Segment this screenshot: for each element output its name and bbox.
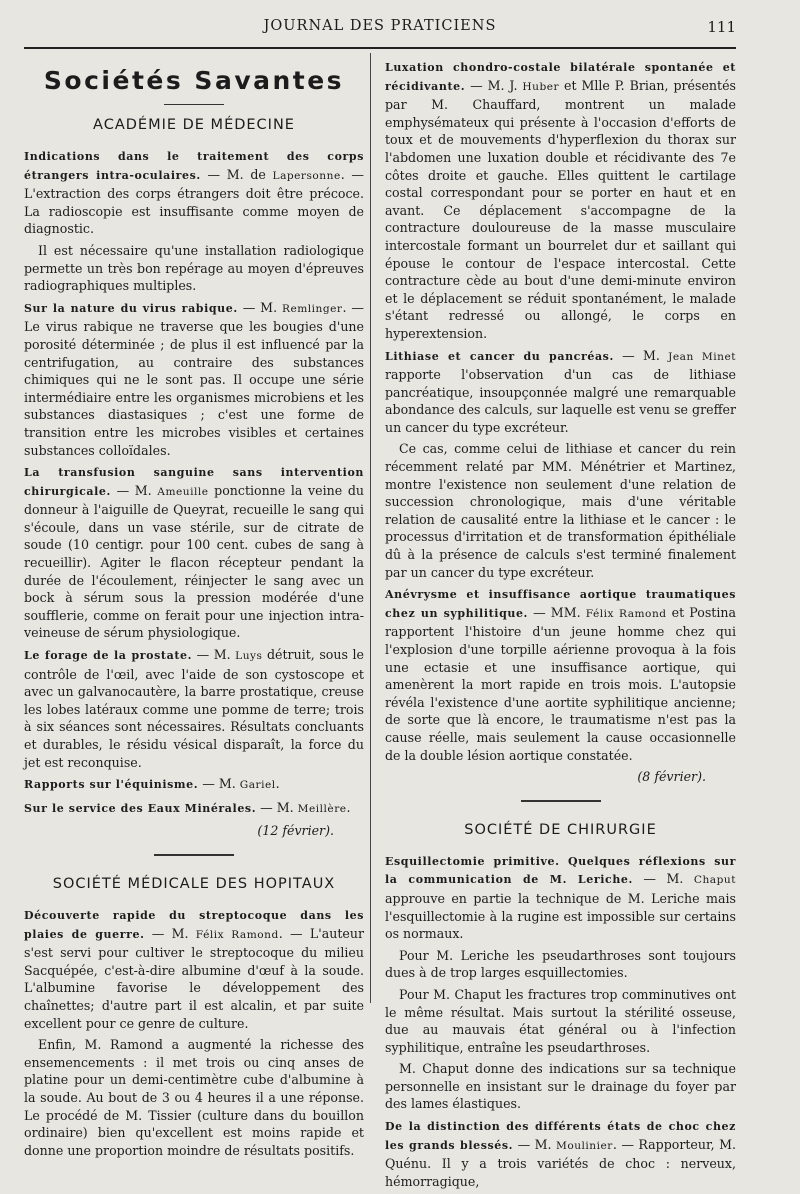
article-text: — M.: [632, 871, 694, 887]
article-text: et Postina rapportent l'histoire d'un jeune homme chez qui l'explosion d'une torpille aérienne provoqua à la fois une ectasie et une insuffisance aortique, qui amenèrent la mort rapide en trois mois. L'autopsie révéla l'existence d'une aortite syphilitique ancienne; de sorte que là encore, le traumatisme n'est pas la cause réelle, mais seulement la cause occasionnelle de la double lésion aortique constatée.: [385, 604, 736, 763]
medicale-paragraphs: [24, 906, 364, 1159]
article-title: Indications dans le traitement des corps étrangers intra-oculaires.: [24, 150, 364, 182]
article-text: .: [346, 799, 351, 815]
author-name: Huber: [522, 80, 560, 93]
article-text: — M.: [256, 799, 298, 815]
article-text: — MM.: [528, 604, 586, 620]
article-text: . — Le virus rabique ne traverse que les bougies d'une porosité déterminée ; de plus il est influencé par la centrifugation, au contraire des substances chimiques qui ne le sont pas. Il occupe une série intermédiaire entre les organismes microbiens et les substances diastasiques ; c'est une forme de transition entre les microbes visibles et certaines substances colloïdales.: [24, 299, 364, 458]
article-text: .: [275, 776, 280, 792]
right-paragraphs: [385, 58, 736, 764]
running-header: [24, 18, 736, 40]
article-text: — M. de: [200, 166, 273, 182]
left-column: [24, 58, 364, 1163]
article-text: — M.: [513, 1136, 556, 1152]
article-paragraph: [24, 299, 364, 459]
article-paragraph: [385, 58, 736, 343]
article-paragraph: [385, 347, 736, 437]
article-text: rapporte l'observation d'un cas de lithiase pancréatique, insoupçonnée malgré une remarquable abondance des calculs, sur laquelle est venu se greffer un cancer du type excréteur.: [385, 367, 736, 435]
author-name: Remlinger: [281, 302, 343, 315]
author-name: Moulinier: [555, 1139, 613, 1152]
article-paragraph: [24, 775, 364, 795]
article-paragraph: [385, 986, 736, 1056]
article-text: Pour M. Leriche les pseudarthroses sont toujours dues à de trop larges esquillectomies.: [385, 947, 736, 981]
article-text: Enfin, M. Ramond a augmenté la richesse des ensemencements : il met trois ou cinq anses de platine pour un demi-centimètre cube d'albumine à la soude. Au bout de 3 ou 4 heures il a une réponse. Le procédé de M. Tissier (culture dans du bouillon ordinaire) bien qu'excellent est moins rapide et donne une proportion moindre de résultats positifs.: [24, 1037, 364, 1158]
article-title: Sur le service des Eaux Minérales.: [24, 801, 257, 815]
article-title: Découverte rapide du streptocoque dans les plaies de guerre.: [24, 908, 364, 941]
article-text: approuve en partie la technique de M. Leriche mais l'esquillectomie à la rugine est impossible sur certains os normaux.: [385, 890, 736, 942]
article-title: Luxation chondro-costale bilatérale spontanée et récidivante.: [385, 61, 736, 93]
article-paragraph: [24, 799, 364, 819]
article-paragraph: [24, 906, 364, 1032]
article-paragraph: [385, 947, 736, 982]
article-title: Rapports sur l'équinisme.: [24, 778, 199, 792]
article-text: . — Rapporteur, M. Quénu. Il y a trois variétés de choc : nerveux, hémorragique,: [385, 1136, 736, 1189]
article-title: Lithiase et cancer du pancréas.: [385, 349, 614, 363]
author-name: Luys: [235, 650, 263, 663]
journal-title: JOURNAL DES PRATICIENS: [263, 18, 497, 34]
article-text: — M.: [110, 482, 158, 498]
article-paragraph: [24, 463, 364, 642]
article-paragraph: [24, 646, 364, 771]
article-paragraph: [385, 852, 736, 943]
author-name: Félix Ramond: [195, 928, 279, 941]
author-name: Meillère: [297, 802, 347, 815]
article-text: . — L'auteur s'est servi pour cultiver le streptocoque du milieu Sacquépée, c'est-à-dire albumine d'œuf à la soude. L'albumine favorise le développement des chaînettes; d'autre part il est alcalin, et par suite excellent pour ce genre de culture.: [24, 925, 364, 1031]
article-text: — M.: [237, 299, 282, 315]
article-text: — M.: [192, 647, 236, 663]
section-separator: [154, 854, 234, 856]
title-rule: [164, 104, 224, 105]
article-title: Esquillectomie primitive. Quelques réflexions sur la communication de M. Leriche.: [385, 854, 736, 887]
article-text: Ce cas, comme celui de lithiase et cancer du rein récemment relaté par MM. Ménétrier et Martinez, montre l'existence non seulement d'une relation de succession chronologique, mais d'une véritable relation de causalité entre la lithiase et le cancer : le processus d'irritation et de transformation épithéliale dû à la présence de calculs s'est terminé finalement par un cancer du type excréteur.: [385, 441, 736, 580]
article-text: Il est nécessaire qu'une installation radiologique permette un très bon repérage au moyen d'épreuves radiographiques multiples.: [24, 242, 364, 294]
article-text: ponctionne la veine du donneur à l'aiguille de Queyrat, recueille le sang qui s'écoule, dans un vase stérile, sur de citrate de soude (10 centigr. pour 100 cent. cubes de sang à recueillir). Agiter le flacon récepteur pendant la durée de l'écoulement, réinjecter le sang avec un bock à sérum sous la pression modérée d'une soufflerie, comme on ferait pour une injection intra-veineuse de sérum physiologique.: [24, 482, 364, 641]
academie-paragraphs: [24, 147, 364, 818]
article-paragraph: [385, 1060, 736, 1113]
author-name: Félix Ramond: [585, 607, 667, 620]
author-name: Gariel: [239, 779, 276, 792]
right-column: [385, 58, 736, 1194]
section-heading-medicale: SOCIÉTÉ MÉDICALE DES HOPITAUX: [52, 875, 336, 892]
academie-date: (12 février).: [257, 823, 334, 839]
author-name: Jean Minet: [668, 350, 737, 363]
author-name: Chaput: [693, 874, 736, 887]
article-text: — M.: [198, 776, 240, 792]
article-text: . — L'extraction des corps étrangers doit être précoce. La radioscopie est insuffisante comme moyen de diagnostic.: [24, 166, 364, 237]
article-text: et Mlle P. Brian, présentés par M. Chauffard, montrent un malade emphysémateux qui présente à l'occasion d'efforts de toux et de mouvements d'hyperflexion du thorax sur l'abdomen une luxation double et récidivante des 7e côtes droite et gauche. Elles quittent le cartilage costal correspondant pour se porter en haut et en avant. Ce déplacement s'accompagne de la contracture douloureuse de la masse musculaire intercostale formant un bourrelet dur et saillant qui épouse le contour de l'espace intercostal. Cette contracture cède au bout d'une demi-minute environ et le déplacement se réduit spontanément, le malade s'étant redressé ou allongé, le corps en hyperextension.: [385, 77, 736, 341]
page-title: Sociétés Savantes: [43, 66, 345, 95]
article-paragraph: [24, 242, 364, 295]
article-title: De la distinction des différents états de choc chez les grands blessés.: [385, 1120, 736, 1152]
article-title: Anévrysme et insuffisance aortique traumatiques chez un syphilitique.: [385, 588, 736, 620]
right-date: (8 février).: [637, 769, 706, 785]
article-title: La transfusion sanguine sans intervention chirurgicale.: [24, 466, 364, 498]
article-text: — M.: [144, 925, 196, 941]
article-text: Pour M. Chaput les fractures trop comminutives ont le même résultat. Mais surtout la stérilité osseuse, due au mauvais état général ou à l'infection syphilitique, entraîne les pseudarthroses.: [385, 986, 736, 1055]
column-rule: [370, 53, 371, 1003]
article-text: détruit, sous le contrôle de l'œil, avec l'aide de son cystoscope et avec un galvanocautère, la barre prostatique, creuse les lobes latéraux comme une pomme de terre; trois à six séances sont nécessaires. Résultats concluants et durables, le résidu vésical disparaît, la force du jet est reconquise.: [24, 647, 364, 770]
page-number: 111: [707, 18, 736, 36]
article-paragraph: [24, 147, 364, 238]
article-text: — M.: [613, 347, 669, 363]
article-paragraph: [385, 1117, 736, 1190]
section-heading-chirurgie: SOCIÉTÉ DE CHIRURGIE: [464, 821, 657, 838]
author-name: Lapersonne: [272, 169, 341, 182]
author-name: Ameuille: [157, 485, 209, 498]
article-paragraph: [385, 585, 736, 764]
article-text: M. Chaput donne des indications sur sa technique personnelle en insistant sur le drainage du foyer par des lames élastiques.: [385, 1061, 736, 1112]
header-rule: [24, 47, 736, 49]
section-heading-academie: ACADÉMIE DE MÉDECINE: [93, 117, 295, 133]
chirurgie-paragraphs: [385, 852, 736, 1191]
article-paragraph: [385, 440, 736, 581]
article-title: Le forage de la prostate.: [24, 649, 193, 663]
article-title: Sur la nature du virus rabique.: [24, 301, 238, 315]
article-text: — M. J.: [465, 77, 523, 93]
section-separator-right: [521, 800, 601, 802]
